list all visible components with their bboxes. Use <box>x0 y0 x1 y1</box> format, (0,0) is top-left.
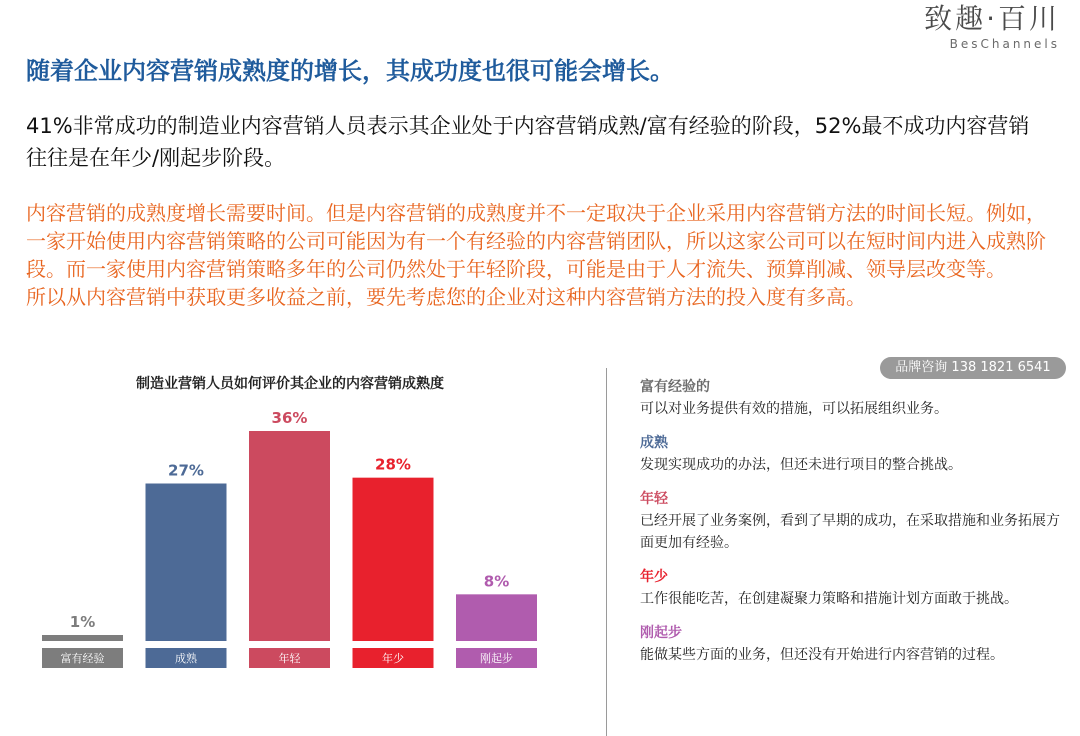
bar-4 <box>353 478 434 641</box>
value-label-4: 28% <box>375 455 411 474</box>
chart-title: 制造业营销人员如何评价其企业的内容营销成熟度 <box>136 376 444 392</box>
definition-item <box>640 488 1060 554</box>
definition-title: 刚起步 <box>640 625 682 641</box>
definition-desc: 可以对业务提供有效的措施，可以拓展组织业务。 <box>640 401 948 417</box>
category-label-3: 年轻 <box>278 652 301 665</box>
contact-badge: 品牌咨询 138 1821 6541 <box>880 357 1066 379</box>
bar-chart-svg <box>0 365 600 736</box>
bar-3 <box>249 431 330 641</box>
definition-item <box>640 432 1060 476</box>
definition-item <box>640 566 1060 610</box>
definition-desc: 能做某些方面的业务，但还没有开始进行内容营销的过程。 <box>640 647 1004 663</box>
brand-logo <box>924 2 1060 52</box>
definition-desc: 发现实现成功的办法，但还未进行项目的整合挑战。 <box>640 457 962 473</box>
note-paragraph-2: 所以从内容营销中获取更多收益之前，要先考虑您的企业对这种内容营销方法的投入度有多高。 <box>26 285 866 309</box>
bar-5 <box>456 594 537 641</box>
value-label-5: 8% <box>483 572 510 591</box>
value-label-3: 36% <box>271 409 308 427</box>
maturity-definitions <box>640 376 1060 678</box>
definition-title: 年少 <box>640 569 668 585</box>
page-headline: 随着企业内容营销成熟度的增长，其成功度也很可能会增长。 <box>26 57 674 85</box>
bar-1 <box>42 635 123 641</box>
category-label-1: 富有经验 <box>60 652 105 665</box>
category-label-4: 年少 <box>382 652 404 665</box>
bar-2 <box>146 484 227 642</box>
definition-title: 富有经验的 <box>640 379 710 395</box>
brand-name: 致趣·百川 <box>924 2 1060 35</box>
note-paragraphs <box>26 199 1046 311</box>
category-label-5: 刚起步 <box>480 652 513 665</box>
lead-paragraph: 41%非常成功的制造业内容营销人员表示其企业处于内容营销成熟/富有经验的阶段，52%最不成功内容营销往往是在年少/刚起步阶段。 <box>26 114 1030 170</box>
maturity-chart <box>0 365 600 736</box>
definition-desc: 已经开展了业务案例，看到了早期的成功，在采取措施和业务拓展方面更加有经验。 <box>640 513 1060 551</box>
definition-desc: 工作很能吃苦，在创建凝聚力策略和措施计划方面敢于挑战。 <box>640 591 1018 607</box>
definition-item <box>640 376 1060 420</box>
note-paragraph-1: 内容营销的成熟度增长需要时间。但是内容营销的成熟度并不一定取决于企业采用内容营销方法的时间长短。例如，一家开始使用内容营销策略的公司可能因为有一个有经验的内容营销团队，所以这家公司可以在短时间内进入成熟阶段。而一家使用内容营销策略多年的公司仍然处于年轻阶段，可能是由于人才流失、预算削减、领导层改变等。 <box>26 201 1046 281</box>
value-label-2: 27% <box>168 461 204 480</box>
category-label-2: 成熟 <box>175 652 197 665</box>
definition-title: 年轻 <box>640 491 668 507</box>
definition-item <box>640 622 1060 666</box>
brand-subtitle: BesChannels <box>949 37 1060 51</box>
definition-title: 成熟 <box>640 435 668 451</box>
value-label-1: 1% <box>69 613 96 631</box>
vertical-divider <box>606 368 607 736</box>
